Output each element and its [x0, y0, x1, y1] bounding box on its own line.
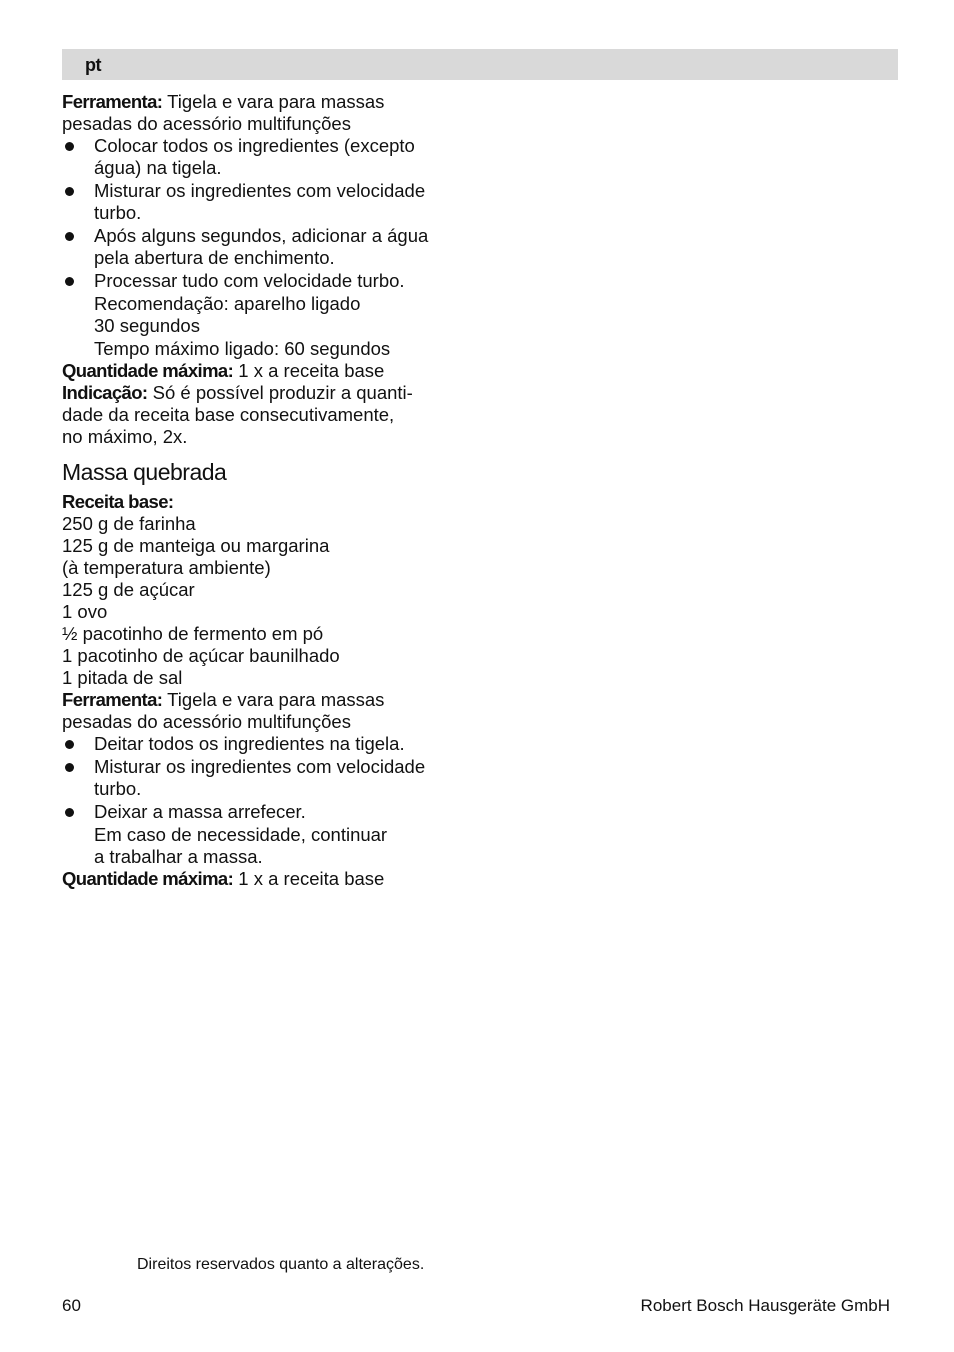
indication-label: Indicação:: [62, 382, 148, 403]
language-code: pt: [85, 55, 101, 75]
note-line: Em caso de necessidade, continuar: [94, 824, 388, 845]
indication-text-cont: dade da receita base consecutivamente,: [62, 404, 395, 425]
ingredient-line: 1 ovo: [62, 601, 108, 622]
company-name: Robert Bosch Hausgeräte GmbH: [640, 1296, 890, 1315]
section-title: Massa quebrada: [62, 459, 227, 485]
step-line: Processar tudo com velocidade turbo.: [94, 270, 405, 291]
step-line: Deitar todos os ingredientes na tigela.: [94, 733, 405, 754]
step-line: pela abertura de enchimento.: [94, 247, 335, 268]
continue-note: [62, 824, 462, 868]
step-line: água) na tigela.: [94, 157, 222, 178]
ingredient-line: 125 g de manteiga ou margarina: [62, 535, 330, 556]
quantity-text: 1 x a receita base: [233, 868, 385, 889]
tool-text: Tigela e vara para massas: [162, 91, 385, 112]
note-line: Recomendação: aparelho ligado: [94, 293, 361, 314]
quantity-paragraph: [62, 360, 462, 382]
bullet-icon: [65, 232, 74, 241]
step-line: Deixar a massa arrefecer.: [94, 801, 306, 822]
bullet-icon: [65, 142, 74, 151]
ingredient-line: ½ pacotinho de fermento em pó: [62, 623, 324, 644]
recommendation-note: [62, 293, 462, 337]
tool-paragraph: [62, 91, 462, 135]
step-line: Misturar os ingredientes com velocidade: [94, 756, 426, 777]
ingredient-line: 1 pacotinho de açúcar baunilhado: [62, 645, 340, 666]
content-column: [62, 91, 462, 890]
list-item: [62, 135, 462, 179]
tool-label: Ferramenta:: [62, 91, 163, 112]
list-item: [62, 801, 462, 823]
indication-text-cont: no máximo, 2x.: [62, 426, 188, 447]
list-item: [62, 225, 462, 269]
quantity-label: Quantidade máxima:: [62, 360, 234, 381]
bullet-icon: [65, 763, 74, 772]
language-bar: [62, 49, 898, 80]
ingredient-line: (à temperatura ambiente): [62, 557, 271, 578]
tool-text: Tigela e vara para massas: [162, 689, 385, 710]
list-item: [62, 733, 462, 755]
note-line: 30 segundos: [94, 315, 200, 336]
tool-paragraph: [62, 689, 462, 733]
max-time-note: [62, 338, 462, 360]
note-line: a trabalhar a massa.: [94, 846, 263, 867]
quantity-text: 1 x a receita base: [233, 360, 385, 381]
bullet-icon: [65, 277, 74, 286]
rights-notice: Direitos reservados quanto a alterações.: [137, 1256, 425, 1273]
ingredient-line: 250 g de farinha: [62, 513, 196, 534]
quantity-paragraph: [62, 868, 462, 890]
step-line: Após alguns segundos, adicionar a água: [94, 225, 429, 246]
bullet-icon: [65, 808, 74, 817]
recipe-label: Receita base:: [62, 491, 174, 512]
steps-list: [62, 135, 462, 292]
ingredient-line: 1 pitada de sal: [62, 667, 183, 688]
step-line: Misturar os ingredientes com velocidade: [94, 180, 426, 201]
tool-text-cont: pesadas do acessório multifunções: [62, 113, 351, 134]
ingredient-line: 125 g de açúcar: [62, 579, 195, 600]
steps-list: [62, 733, 462, 823]
step-line: turbo.: [94, 202, 142, 223]
quantity-label: Quantidade máxima:: [62, 868, 234, 889]
step-line: Colocar todos os ingredientes (excepto: [94, 135, 415, 156]
indication-paragraph: [62, 382, 462, 448]
bullet-icon: [65, 187, 74, 196]
tool-text-cont: pesadas do acessório multifunções: [62, 711, 351, 732]
tool-label: Ferramenta:: [62, 689, 163, 710]
note-line: Tempo máximo ligado: 60 segundos: [94, 338, 391, 359]
recipe-paragraph: [62, 491, 462, 689]
page-number: 60: [62, 1296, 81, 1315]
list-item: [62, 756, 462, 800]
bullet-icon: [65, 740, 74, 749]
list-item: [62, 270, 462, 292]
list-item: [62, 180, 462, 224]
indication-text: Só é possível produzir a quanti-: [147, 382, 413, 403]
step-line: turbo.: [94, 778, 142, 799]
